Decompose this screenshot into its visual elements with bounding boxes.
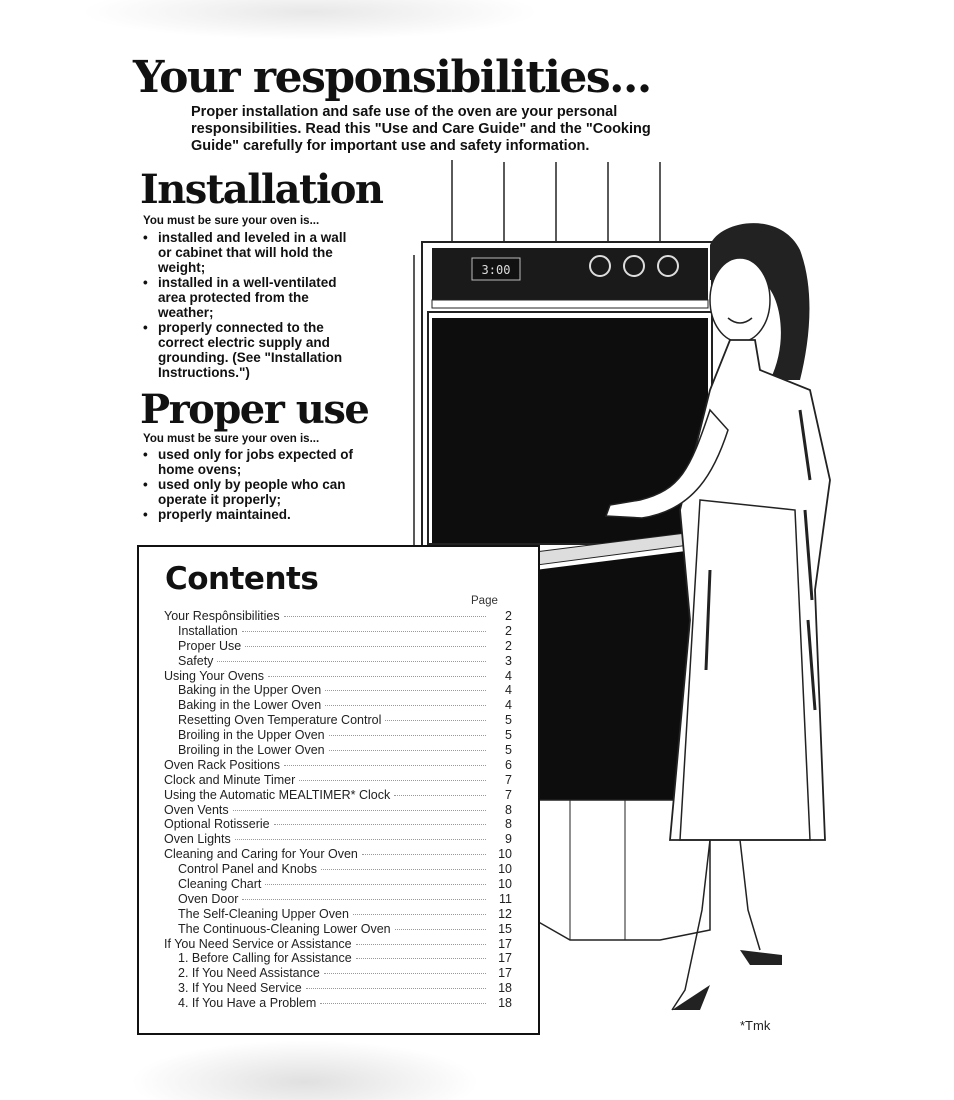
toc-entry-page: 10: [498, 877, 512, 892]
toc-entry-page: 2: [505, 609, 512, 623]
table-of-contents: [164, 609, 512, 1011]
toc-entry-title: Using Your Ovens: [164, 668, 265, 683]
toc-entry-title: Cleaning Chart: [178, 877, 262, 892]
toc-entry-title: If You Need Service or Assistance: [164, 936, 352, 951]
toc-entry-title: Oven Rack Positions: [164, 757, 281, 772]
proper-use-item: • used only by people who can operate it properly;: [143, 477, 373, 507]
toc-entry: [164, 996, 512, 1011]
toc-entry-title: 1. Before Calling for Assistance: [178, 951, 352, 966]
toc-entry: [164, 817, 512, 832]
toc-entry: [164, 698, 512, 713]
toc-entry-page: 3: [505, 653, 512, 668]
toc-entry-page: 8: [505, 802, 512, 817]
toc-entry: [164, 743, 512, 758]
toc-entry-title: Cleaning and Caring for Your Oven: [164, 847, 358, 862]
toc-entry-title: Optional Rotisserie: [164, 817, 270, 832]
toc-entry: [164, 713, 512, 728]
toc-entry-title: Proper Use: [178, 638, 242, 653]
toc-entry-page: 5: [505, 743, 512, 758]
installation-lead: You must be sure your oven is...: [143, 215, 320, 227]
toc-entry: [164, 624, 512, 639]
toc-entry-page: 7: [505, 772, 512, 787]
toc-entry-title: 2. If You Need Assistance: [178, 966, 320, 981]
toc-entry-page: 18: [498, 996, 512, 1011]
toc-entry: [164, 981, 512, 996]
toc-entry-title: Baking in the Upper Oven: [178, 683, 322, 698]
toc-entry: [164, 683, 512, 698]
toc-entry-title: Oven Door: [178, 891, 239, 906]
proper-use-lead: You must be sure your oven is...: [143, 433, 320, 445]
proper-use-heading: Proper use: [140, 386, 369, 433]
installation-item: • properly connected to the correct electric supply and grounding. (See "Installation Instructions."): [143, 320, 353, 380]
toc-entry-page: 4: [505, 683, 512, 698]
toc-entry: [164, 877, 512, 892]
toc-entry-page: 10: [498, 862, 512, 877]
toc-entry-page: 8: [505, 817, 512, 832]
toc-entry-title: Broiling in the Lower Oven: [178, 743, 325, 758]
toc-entry-page: 17: [498, 966, 512, 981]
toc-entry: [164, 907, 512, 922]
toc-entry: [164, 922, 512, 937]
toc-entry: [164, 966, 512, 981]
toc-entry-title: Your Respônsibilities: [164, 609, 280, 623]
toc-entry-title: Control Panel and Knobs: [178, 862, 317, 877]
toc-entry-page: 17: [498, 951, 512, 966]
toc-entry: [164, 788, 512, 803]
trademark-note: *Tmk: [740, 1018, 771, 1033]
toc-entry: [164, 609, 512, 624]
toc-entry-page: 10: [498, 847, 512, 862]
scan-speckle-bottom: [130, 1040, 480, 1100]
proper-use-list: [143, 447, 373, 522]
toc-entry-page: 7: [505, 787, 512, 802]
toc-entry-title: Clock and Minute Timer: [164, 772, 296, 787]
toc-entry: [164, 654, 512, 669]
page-title: Your responsibilities...: [133, 52, 651, 103]
toc-entry-page: 18: [498, 981, 512, 996]
installation-item: • installed and leveled in a wall or cabinet that will hold the weight;: [143, 230, 353, 275]
toc-entry-title: Resetting Oven Temperature Control: [178, 713, 382, 728]
toc-entry-page: 4: [505, 698, 512, 713]
toc-entry-page: 2: [505, 638, 512, 653]
toc-entry: [164, 892, 512, 907]
toc-entry: [164, 639, 512, 654]
page-column-label: Page: [471, 595, 498, 607]
toc-entry-page: 12: [498, 906, 512, 921]
toc-entry-page: 6: [505, 757, 512, 772]
toc-entry: [164, 862, 512, 877]
toc-entry-title: 4. If You Have a Problem: [178, 996, 317, 1011]
installation-heading: Installation: [140, 166, 383, 213]
intro-paragraph: Proper installation and safe use of the oven are your personal responsibilities. Read this "Use and Care Guide" and the "Cooking Guide" carefully for important use and safety information.: [191, 104, 651, 154]
toc-entry: [164, 758, 512, 773]
toc-entry-title: Oven Lights: [164, 832, 231, 847]
toc-entry-title: Safety: [178, 653, 214, 668]
toc-entry-title: The Continuous-Cleaning Lower Oven: [178, 921, 391, 936]
oven-panel-trim: [432, 300, 708, 308]
scan-speckle-top: [80, 0, 540, 40]
toc-entry: [164, 669, 512, 684]
toc-entry: [164, 803, 512, 818]
installation-list: [143, 230, 353, 380]
toc-entry: [164, 773, 512, 788]
oven-clock-text: 3:00: [481, 263, 511, 277]
toc-entry-title: Installation: [178, 623, 238, 638]
proper-use-item: • used only for jobs expected of home ovens;: [143, 447, 373, 477]
toc-entry-page: 5: [505, 728, 512, 743]
toc-entry-title: Broiling in the Upper Oven: [178, 728, 325, 743]
contents-heading: Contents: [165, 561, 319, 597]
toc-entry: [164, 951, 512, 966]
toc-entry: [164, 847, 512, 862]
toc-entry-title: The Self-Cleaning Upper Oven: [178, 906, 349, 921]
toc-entry-page: 9: [505, 832, 512, 847]
toc-entry-title: Oven Vents: [164, 802, 229, 817]
toc-entry-page: 15: [498, 921, 512, 936]
toc-entry-page: 2: [505, 623, 512, 638]
installation-item: • installed in a well-ventilated area protected from the weather;: [143, 275, 353, 320]
contents-box: [137, 545, 540, 1035]
proper-use-item: • properly maintained.: [143, 507, 373, 522]
toc-entry-page: 5: [505, 713, 512, 728]
toc-entry-title: Baking in the Lower Oven: [178, 698, 322, 713]
toc-entry-page: 4: [505, 668, 512, 683]
toc-entry-page: 11: [499, 891, 512, 906]
toc-entry-title: 3. If You Need Service: [178, 981, 302, 996]
toc-entry: [164, 832, 512, 847]
toc-entry: [164, 728, 512, 743]
toc-entry-title: Using the Automatic MEALTIMER* Clock: [164, 787, 391, 802]
toc-entry: [164, 937, 512, 952]
toc-entry-page: 17: [498, 936, 512, 951]
